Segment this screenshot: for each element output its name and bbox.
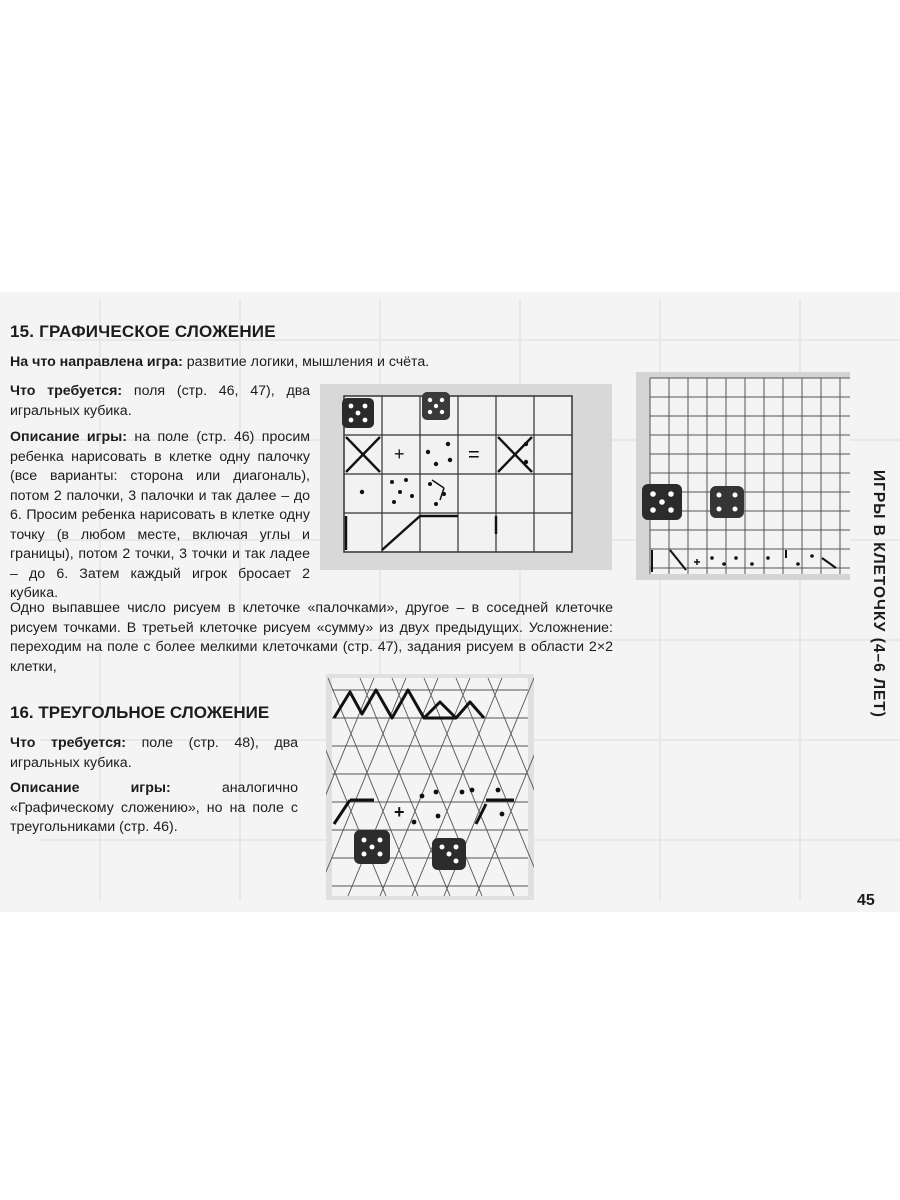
- die-icon: [432, 838, 466, 870]
- description-text: на поле (стр. 46) просим ребенка нарисовать в клетке одну палочку (все варианты: сторона или диагональ), потом 2 палочки, 3 палочки и так далее – до 6. Просим ребенка нарисовать в клетке одну точку (в любом месте, включая углы и границы), потом 2 точки, 3 точки и так ладее – до 6. Затем каждый игрок бросает 2 кубика.: [10, 429, 310, 601]
- photo-square-grid-game: [320, 384, 612, 570]
- requirements-label: Что требуется:: [10, 735, 126, 751]
- die-icon: [642, 484, 682, 520]
- photo-fine-grid-game: [636, 372, 850, 580]
- section-16-title: 16. ТРЕУГОЛЬНОЕ СЛОЖЕНИЕ: [10, 703, 270, 722]
- section-15-requirements: [10, 382, 310, 421]
- requirements-text: поля (стр. 46, 47), два игральных кубика.: [10, 383, 311, 419]
- plus-sign: +: [394, 444, 405, 464]
- die-icon: [342, 398, 374, 428]
- aim-text: развитие логики, мышления и счёта.: [182, 354, 430, 370]
- section-16-description: [10, 779, 298, 838]
- description-label: Описание игры:: [10, 429, 127, 445]
- section-15-description-continued: Одно выпавшее число рисуем в клеточке «палочками», другое – в соседней клеточке рисуем точками. В третьей клеточке рисуем «сумму» из двух предыдущих. Усложнение: переходим на поле с более мелкими клеточками (стр. 47), задания рисуем в области 2×2 клетки,: [10, 600, 613, 675]
- requirements-label: Что требуется:: [10, 383, 123, 399]
- photo-triangle-grid-game: [326, 674, 534, 900]
- section-15-description: [10, 428, 310, 604]
- page-number: 45: [857, 892, 875, 909]
- die-icon: [422, 392, 450, 420]
- description-text: аналогично «Графическому сложению», но на поле с треугольниками (стр. 46).: [10, 780, 298, 835]
- section-16-requirements: [10, 734, 298, 773]
- die-icon: [710, 486, 744, 518]
- die-icon: [354, 830, 390, 864]
- aim-label: На что направлена игра:: [10, 354, 183, 370]
- requirements-text: поле (стр. 48), два игральных кубика.: [10, 735, 298, 771]
- description-label: Описание игры:: [10, 780, 171, 796]
- chapter-side-label: ИГРЫ В КЛЕТОЧКУ (4–6 ЛЕТ): [870, 470, 887, 718]
- plus-sign: +: [394, 802, 405, 822]
- equals-sign: =: [468, 444, 480, 466]
- section-15-title: 15. ГРАФИЧЕСКОЕ СЛОЖЕНИЕ: [10, 322, 276, 341]
- section-15-aim: [10, 353, 610, 373]
